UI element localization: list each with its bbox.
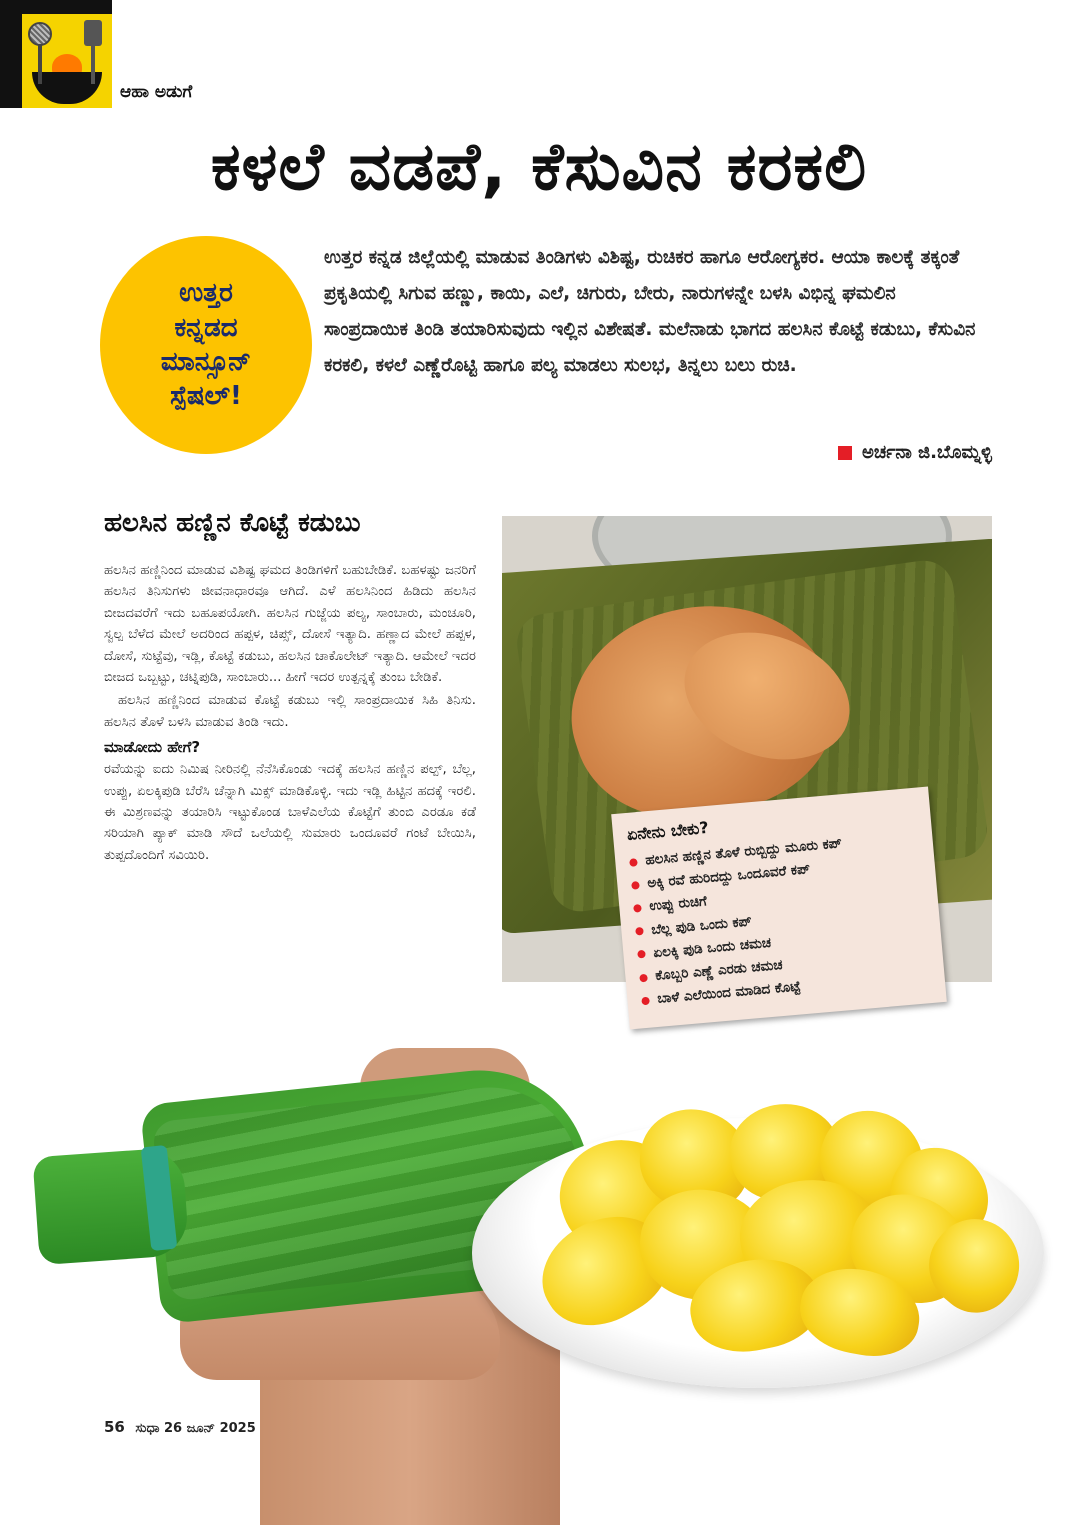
author-name: ಅರ್ಚನಾ ಜಿ.ಬೊಮ್ನಳ್ಳಿ: [861, 442, 992, 463]
bullet-icon: [639, 973, 648, 982]
section-logo: [0, 0, 112, 108]
list-item: ಬಾಳೆ ಎಲೆಯಿಂದ ಮಾಡಿದ ಕೊಟ್ಟೆ: [641, 964, 932, 1012]
method-paragraph: ರವೆಯನ್ನು ಐದು ನಿಮಿಷ ನೀರಿನಲ್ಲಿ ನೆನೆಸಿಕೊಂಡು ಇದಕ್ಕೆ ಹಲಸಿನ ಹಣ್ಣಿನ ಪಲ್ಪ್, ಬೆಲ್ಲ, ಉಪ್ಪು, ಏಲಕ್ಕಿಪುಡಿ ಬೆರೆಸಿ ಚೆನ್ನಾಗಿ ಮಿಕ್ಸ್ ಮಾಡಿಕೊಳ್ಳಿ. ಇದು ಇಡ್ಲಿ ಹಿಟ್ಟಿನ ಹದಕ್ಕೆ ಇರಲಿ. ಈ ಮಿಶ್ರಣವನ್ನು ತಯಾರಿಸಿ ಇಟ್ಟುಕೊಂಡ ಬಾಳೆಎಲೆಯ ಕೊಟ್ಟೆಗೆ ತುಂಬಿ ಎರಡೂ ಕಡೆ ಸರಿಯಾಗಿ ಪ್ಯಾಕ್ ಮಾಡಿ ಸೌದೆ ಒಲೆಯಲ್ಲಿ ಸುಮಾರು ಒಂದೂವರೆ ಗಂಟೆ ಬೇಯಿಸಿ, ತುಪ್ಪದೊಂದಿಗೆ ಸವಿಯಿರಿ.: [104, 762, 476, 863]
list-item: ಹಲಸಿನ ಹಣ್ಣಿನ ತೊಳೆ ರುಬ್ಬಿದ್ದು ಮೂರು ಕಪ್: [628, 826, 919, 874]
bullet-icon: [637, 950, 646, 959]
page-number: 56: [104, 1418, 125, 1436]
bullet-icon: [641, 997, 650, 1006]
intro-paragraph: ಉತ್ತರ ಕನ್ನಡ ಜಿಲ್ಲೆಯಲ್ಲಿ ಮಾಡುವ ತಿಂಡಿಗಳು ವಿಶಿಷ್ಟ, ರುಚಿಕರ ಹಾಗೂ ಆರೋಗ್ಯಕರ. ಆಯಾ ಕಾಲಕ್ಕೆ ತಕ್ಕಂತೆ ಪ್ರಕೃತಿಯಲ್ಲಿ ಸಿಗುವ ಹಣ್ಣು, ಕಾಯಿ, ಎಲೆ, ಚಿಗುರು, ಬೇರು, ನಾರುಗಳನ್ನೇ ಬಳಸಿ ವಿಭಿನ್ನ ಘಮಲಿನ ಸಾಂಪ್ರದಾಯಿಕ ತಿಂಡಿ ತಯಾರಿಸುವುದು ಇಲ್ಲಿನ ವಿಶೇಷತೆ. ಮಲೆನಾಡು ಭಾಗದ ಹಲಸಿನ ಕೊಟ್ಟೆ ಕಡುಬು, ಕೆಸುವಿನ ಕರಕಲಿ, ಕಳಲೆ ಎಣ್ಣೆರೊಟ್ಟಿ ಹಾಗೂ ಪಲ್ಯ ಮಾಡಲು ಸುಲಭ, ತಿನ್ನಲು ಬಲು ರುಚಿ.: [324, 247, 976, 377]
article-paragraph: ಹಲಸಿನ ಹಣ್ಣಿನಿಂದ ಮಾಡುವ ಕೊಟ್ಟೆ ಕಡುಬು ಇಲ್ಲಿ ಸಾಂಪ್ರದಾಯಿಕ ಸಿಹಿ ತಿನಿಸು. ಹಲಸಿನ ತೊಳೆ ಬಳಸಿ ಮಾಡುವ ತಿಂಡಿ ಇದು.: [104, 693, 476, 730]
spatula-icon: [84, 20, 102, 46]
badge-line: ಉತ್ತರ: [179, 278, 233, 309]
page-title: ಕಳಲೆ ವಡಪೆ, ಕೆಸುವಿನ ಕರಕಲಿ: [210, 128, 868, 205]
cooking-logo-icon: [22, 14, 112, 108]
recipe-heading: ಹಲಸಿನ ಹಣ್ಣಿನ ಕೊಟ್ಟೆ ಕಡುಬು: [104, 508, 361, 538]
list-item: ಕೊಬ್ಬರಿ ಎಣ್ಣೆ ಎರಡು ಚಮಚ: [639, 941, 930, 989]
ingredients-list: [628, 826, 931, 1013]
bullet-icon: [635, 927, 644, 936]
bullet-icon: [631, 881, 640, 890]
monsoon-special-badge: [100, 236, 312, 454]
bullet-icon: [629, 858, 638, 867]
byline: [838, 442, 992, 463]
issue-info: ಸುಧಾ 26 ಜೂನ್ 2025: [135, 1421, 256, 1436]
red-square-icon: [838, 446, 852, 460]
skimmer-icon: [28, 22, 52, 46]
list-item: ಬೆಲ್ಲ ಪುಡಿ ಒಂದು ಕಪ್: [635, 895, 926, 943]
article-body: [104, 560, 476, 868]
article-paragraph: ಹಲಸಿನ ಹಣ್ಣಿನಿಂದ ಮಾಡುವ ವಿಶಿಷ್ಟ ಘಮದ ತಿಂಡಿಗಳಿಗೆ ಬಹುಬೇಡಿಕೆ. ಬಹಳಷ್ಟು ಜನರಿಗೆ ಹಲಸಿನ ತಿನಿಸುಗಳು ಜೀವನಾಧಾರವೂ ಆಗಿದೆ. ಎಳೆ ಹಲಸಿನಿಂದ ಹಿಡಿದು ಹಲಸಿನ ಬೀಜದವರೆಗೆ ಇದು ಬಹೂಪಯೋಗಿ. ಹಲಸಿನ ಗುಜ್ಜೆಯ ಪಲ್ಯ, ಸಾಂಬಾರು, ಮಂಚೂರಿ, ಸ್ವಲ್ಪ ಬೆಳೆದ ಮೇಲೆ ಅದರಿಂದ ಹಪ್ಪಳ, ಚಿಪ್ಸ್, ದೋಸೆ ಇತ್ಯಾದಿ. ಹಣ್ಣಾದ ಮೇಲೆ ಹಪ್ಪಳ, ದೋಸೆ, ಸುಟ್ಟೆವು, ಇಡ್ಲಿ, ಕೊಟ್ಟೆ ಕಡುಬು, ಹಲಸಿನ ಚಾಕೊಲೇಟ್ ಇತ್ಯಾದಿ. ಆಮೇಲೆ ಇದರ ಬೀಜದ ಒಬ್ಬಟ್ಟು, ಚಟ್ನಿಪುಡಿ, ಸಾಂಬಾರು... ಹೀಗೆ ಇದರ ಉತ್ಪನ್ನಕ್ಕೆ ತುಂಬ ಬೇಡಿಕೆ.: [104, 563, 476, 685]
list-item: ಉಪ್ಪು ರುಚಿಗೆ: [632, 872, 923, 920]
method-heading: ಮಾಡೋದು ಹೇಗೆ?: [104, 738, 201, 756]
badge-line: ಸ್ಪೆಷಲ್!: [170, 381, 242, 412]
list-item: ಅಕ್ಕಿ ರವೆ ಹುರಿದದ್ದು ಒಂದೂವರೆ ಕಪ್: [630, 849, 921, 897]
badge-line: ಕನ್ನಡದ: [174, 312, 238, 343]
page-footer: [104, 1418, 256, 1436]
badge-line: ಮಾನ್ಸೂನ್: [160, 347, 252, 377]
ingredients-title: ಏನೇನು ಬೇಕು?: [626, 817, 710, 844]
section-label: ಆಹಾ ಅಡುಗೆ: [120, 82, 193, 102]
list-item: ಏಲಕ್ಕಿ ಪುಡಿ ಒಂದು ಚಮಚ: [637, 918, 928, 966]
bullet-icon: [633, 904, 642, 913]
ingredients-card: [611, 787, 947, 1030]
